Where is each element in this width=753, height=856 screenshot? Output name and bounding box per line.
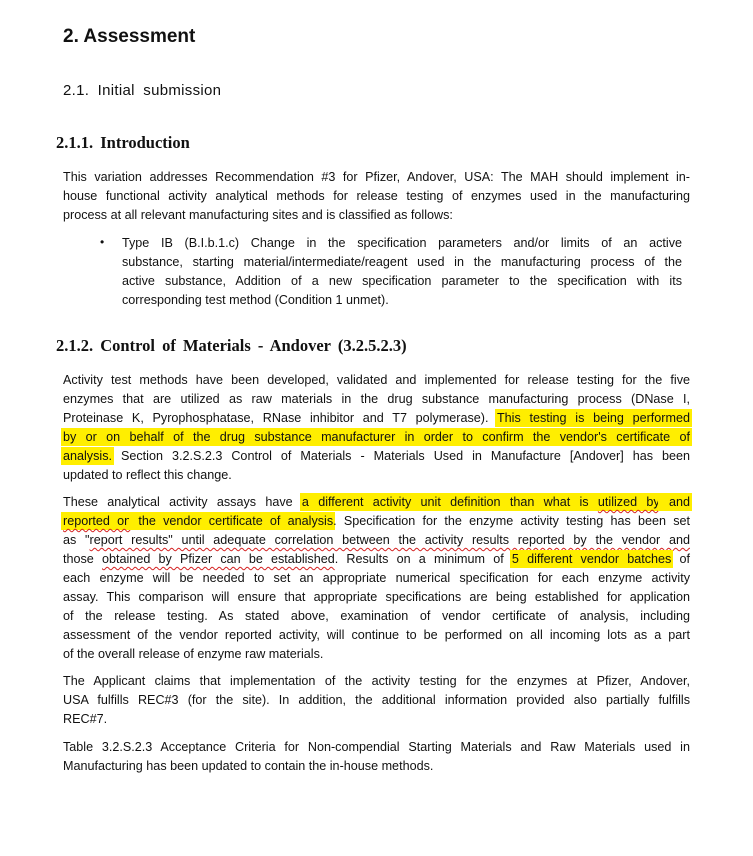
text-line: [122, 253, 682, 272]
text-segment: Activity test methods have been developed, validated and implemented for release testing for the five: [63, 373, 690, 387]
text-line: [63, 409, 690, 428]
text-line: [63, 512, 690, 531]
text-segment: active substance, Addition of a new specification parameter to the specification with its: [122, 274, 682, 288]
text-line: [122, 291, 682, 310]
text-line: [63, 757, 690, 776]
text-line: [63, 738, 690, 757]
text-segment: each enzyme will be needed to set an appropriate numerical specification for each enzyme activity: [63, 571, 690, 585]
heading-control-of-materials: 2.1.2. Control of Materials - Andover (3.2.5.2.3): [56, 336, 407, 355]
heading-introduction: 2.1.1. Introduction: [56, 133, 190, 152]
text-line: [122, 234, 682, 253]
text-line: [63, 168, 690, 187]
text-line: [63, 645, 690, 664]
text-line: [63, 691, 690, 710]
text-segment: assessment of the vendor reported activity, will continue to be performed on all incoming lots as a part: [63, 628, 690, 642]
text-line: [63, 672, 690, 691]
text-segment: Manufacturing has been updated to contain the in-house methods.: [63, 759, 434, 773]
text-segment: house functional activity analytical methods for release testing of enzymes used in the manufacturing: [63, 189, 690, 203]
text-segment: USA fulfills REC#3 (for the site). In addition, the additional information provided also partially fulfills: [63, 693, 690, 707]
text-line: [63, 466, 690, 485]
underlined-text: obtained by Pfizer can be established: [102, 552, 335, 566]
highlighted-text: analysis.: [63, 449, 112, 463]
text-line: [63, 569, 690, 588]
text-segment: Section 3.2.S.2.3 Control of Materials - Materials Used in Manufacture [Andover] has been: [112, 449, 690, 463]
text-segment: as ": [63, 533, 90, 547]
text-segment: process at all relevant manufacturing sites and is classified as follows:: [63, 208, 453, 222]
text-line: [63, 550, 690, 569]
highlighted-text: a different activity unit definition than what is: [301, 495, 598, 509]
text-line: [63, 206, 690, 225]
highlighted-text: reported on: [63, 514, 132, 528]
text-segment: updated to reflect this change.: [63, 468, 232, 482]
text-line: [63, 187, 690, 206]
highlighted-text: This testing is being performed: [496, 411, 690, 425]
bullet-icon: •: [100, 235, 105, 249]
text-segment: Type IB (B.I.b.1.c) Change in the specification parameters and/or limits of an active: [122, 236, 682, 250]
highlighted-text: 5 different vendor batches: [511, 552, 672, 566]
text-line: [122, 272, 682, 291]
text-line: [63, 531, 690, 550]
text-line: [63, 588, 690, 607]
heading-initial-submission: 2.1. Initial submission: [63, 82, 222, 99]
text-line: [63, 626, 690, 645]
text-line: [63, 428, 690, 447]
highlighted-text: the vendor certificate of analysis: [131, 514, 334, 528]
text-line: [63, 710, 690, 729]
highlighted-text: by or on behalf of the drug substance manufacturer in order to confirm the vendor's certificate of: [63, 430, 690, 444]
text-segment: . Results on a minimum of: [334, 552, 512, 566]
text-segment: of: [671, 552, 691, 566]
heading-assessment: 2. Assessment: [63, 26, 196, 47]
text-segment: those: [63, 552, 102, 566]
text-line: [63, 390, 690, 409]
text-segment: substance, starting material/intermediate/reagent used in the manufacturing process of the: [122, 255, 682, 269]
underlined-text: report results" until adequate correlation between the activity results reported by the vendor and: [89, 533, 690, 547]
text-line: [63, 493, 690, 512]
highlighted-text: and: [659, 495, 690, 509]
text-segment: REC#7.: [63, 712, 108, 726]
highlighted-text: utilized by: [597, 495, 660, 509]
text-segment: The Applicant claims that implementation of the activity testing for the enzymes at Pfizer, Andover,: [63, 674, 690, 688]
text-segment: This variation addresses Recommendation #3 for Pfizer, Andover, USA: The MAH should implement in-: [63, 170, 690, 184]
text-segment: Table 3.2.S.2.3 Acceptance Criteria for Non-compendial Starting Materials and Raw Materials used in: [63, 740, 690, 754]
text-segment: enzymes that are utilized as raw materials in the drug substance manufacturing process (DNase I,: [63, 392, 690, 406]
text-line: [63, 607, 690, 626]
text-line: [63, 371, 690, 390]
text-segment: corresponding test method (Condition 1 unmet).: [122, 293, 389, 307]
text-segment: assay. This comparison will ensure that appropriate specifications are being established for application: [63, 590, 690, 604]
text-segment: Proteinase K, Pyrophosphatase, RNase inhibitor and T7 polymerase).: [63, 411, 497, 425]
text-segment: These analytical activity assays have: [63, 495, 302, 509]
text-segment: of the overall release of enzyme raw materials.: [63, 647, 324, 661]
text-segment: of the release testing. As stated above, examination of vendor certificate of analysis, including: [63, 609, 690, 623]
text-segment: . Specification for the enzyme activity testing has been set: [333, 514, 691, 528]
text-line: [63, 447, 690, 466]
